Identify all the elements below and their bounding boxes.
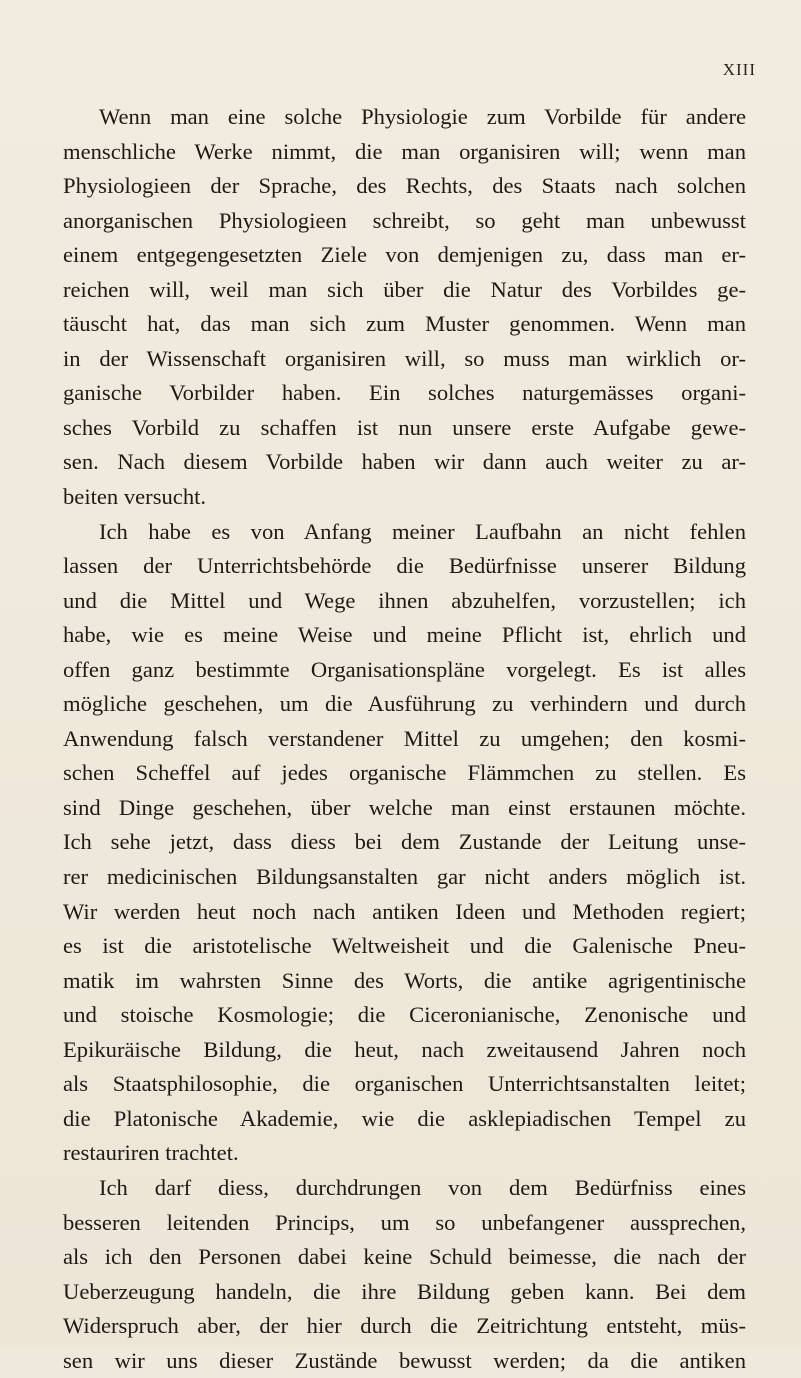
text-line: Ich darf diess, durchdrungen von dem Bedürfniss eines <box>99 1174 746 1200</box>
text-line: Physiologieen der Sprache, des Rechts, des Staats nach solchen <box>63 173 746 199</box>
text-line: schen Scheffel auf jedes organische Flämmchen zu stellen. Es <box>63 760 746 786</box>
paragraph-2 <box>63 515 746 1171</box>
text-line: ganische Vorbilder haben. Ein solches naturgemässes organi- <box>63 380 746 406</box>
text-line: anorganischen Physiologieen schreibt, so geht man unbewusst <box>63 207 746 233</box>
text-line: habe, wie es meine Weise und meine Pflicht ist, ehrlich und <box>63 622 746 648</box>
text-line: lassen der Unterrichtsbehörde die Bedürfnisse unserer Bildung <box>63 553 746 579</box>
page-number: XIII <box>722 60 756 79</box>
text-line: Wenn man eine solche Physiologie zum Vorbilde für andere <box>99 104 746 129</box>
text-line: in der Wissenschaft organisiren will, so muss man wirklich or- <box>63 345 746 371</box>
text-line: Wir werden heut noch nach antiken Ideen und Methoden regiert; <box>63 898 746 924</box>
text-line: täuscht hat, das man sich zum Muster genommen. Wenn man <box>63 311 746 337</box>
text-line: offen ganz bestimmte Organisationspläne vorgelegt. Es ist alles <box>63 656 746 682</box>
text-line: Ich sehe jetzt, dass diess bei dem Zustande der Leitung unse- <box>63 829 746 855</box>
text-line: mögliche geschehen, um die Ausführung zu verhindern und durch <box>63 691 746 717</box>
text-line: beiten versucht. <box>63 484 207 510</box>
text-line: die Platonische Akademie, wie die asklepiadischen Tempel zu <box>63 1105 746 1131</box>
text-line: menschliche Werke nimmt, die man organisiren will; wenn man <box>63 138 746 164</box>
text-line: einem entgegengesetzten Ziele von demjenigen zu, dass man er- <box>63 242 746 268</box>
text-line: sind Dinge geschehen, über welche man einst erstaunen möchte. <box>63 794 746 820</box>
text-line: und die Mittel und Wege ihnen abzuhelfen, vorzustellen; ich <box>63 587 746 613</box>
text-line: Anwendung falsch verstandener Mittel zu umgehen; den kosmi- <box>63 725 746 751</box>
text-line: reichen will, weil man sich über die Natur des Vorbildes ge- <box>63 276 746 302</box>
text-line: Widerspruch aber, der hier durch die Zeitrichtung entsteht, müs- <box>63 1313 746 1339</box>
paragraph-3 <box>63 1171 746 1378</box>
text-line: sen. Nach diesem Vorbilde haben wir dann auch weiter zu ar- <box>63 449 746 475</box>
text-line: sches Vorbild zu schaffen ist nun unsere erste Aufgabe gewe- <box>63 414 746 440</box>
text-line: besseren leitenden Princips, um so unbefangener aussprechen, <box>63 1209 746 1235</box>
text-line: Ich habe es von Anfang meiner Laufbahn an nicht fehlen <box>99 518 746 544</box>
text-line: rer medicinischen Bildungsanstalten gar nicht anders möglich ist. <box>63 864 746 890</box>
text-line: als Staatsphilosophie, die organischen Unterrichtsanstalten leitet; <box>63 1071 746 1097</box>
paragraph-1 <box>63 100 746 515</box>
text-line: Epikuräische Bildung, die heut, nach zweitausend Jahren noch <box>63 1036 746 1062</box>
text-line: restauriren trachtet. <box>63 1140 239 1166</box>
body-text <box>63 100 746 1378</box>
text-line: es ist die aristotelische Weltweisheit und die Galenische Pneu- <box>63 933 746 959</box>
text-line: als ich den Personen dabei keine Schuld beimesse, die nach der <box>63 1244 746 1270</box>
text-line: Ueberzeugung handeln, die ihre Bildung geben kann. Bei dem <box>63 1278 746 1304</box>
text-line: sen wir uns dieser Zustände bewusst werden; da die antiken <box>63 1347 746 1373</box>
text-line: und stoische Kosmologie; die Ciceronianische, Zenonische und <box>63 1002 746 1028</box>
text-line: matik im wahrsten Sinne des Worts, die antike agrigentinische <box>63 967 746 993</box>
